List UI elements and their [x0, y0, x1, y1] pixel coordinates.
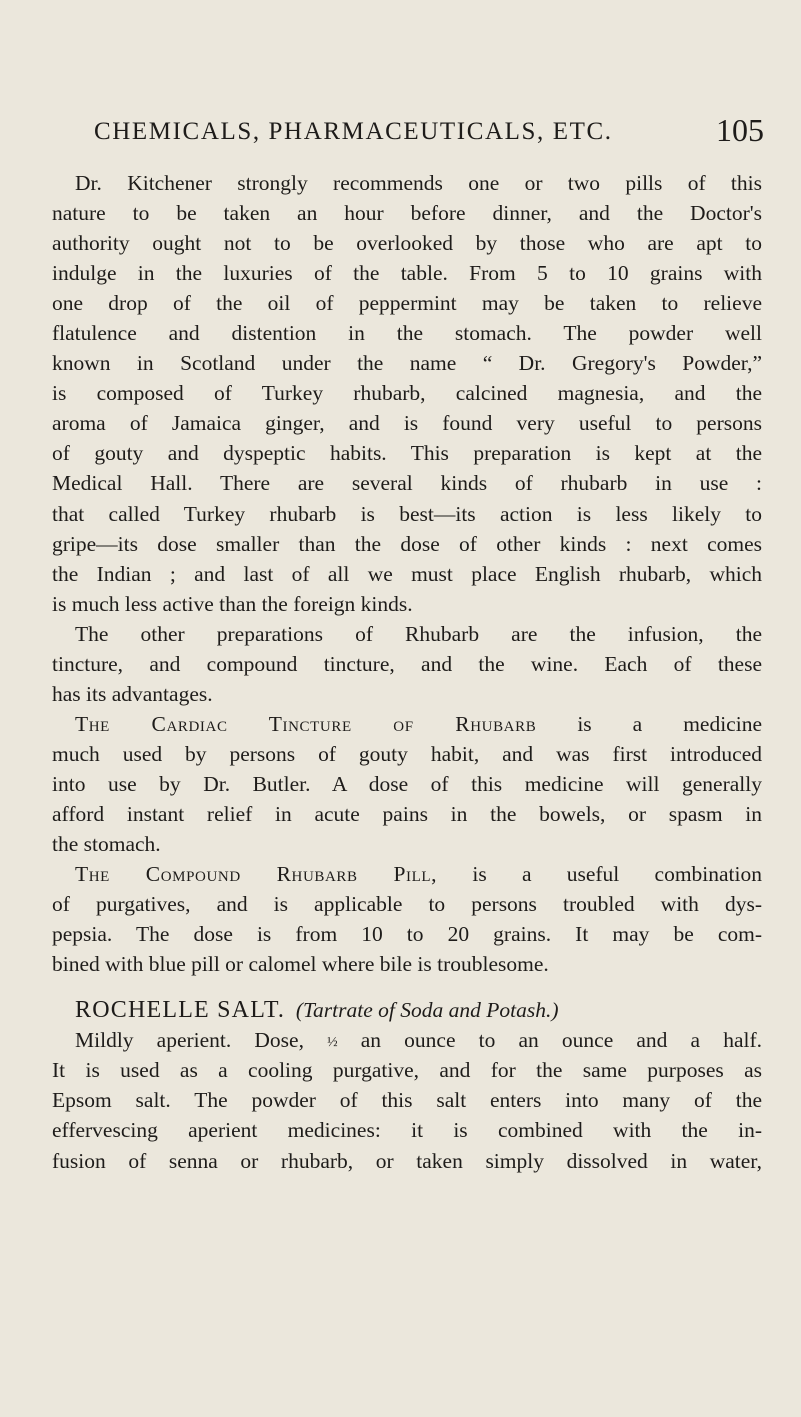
text-line: into use by Dr. Butler. A dose of this medicine will generally	[52, 771, 762, 796]
running-title: CHEMICALS, PHARMACEUTICALS, ETC.	[94, 118, 613, 145]
text-line: tincture, and compound tincture, and the wine. Each of these	[52, 651, 762, 676]
text-run: is a medicine	[536, 711, 762, 736]
text-line: Epsom salt. The powder of this salt enters into many of the	[52, 1088, 762, 1113]
text-line: The other preparations of Rhubarb are the infusion, the	[75, 621, 762, 646]
text-run: an ounce to an ounce and a half.	[360, 1028, 763, 1053]
text-run: is a useful combination	[437, 862, 763, 887]
text-line: of gouty and dyspeptic habits. This preparation is kept at the	[52, 441, 762, 466]
running-head	[94, 112, 764, 158]
text-line: is much less active than the foreign kinds.	[52, 591, 413, 616]
text-line: is composed of Turkey rhubarb, calcined magnesia, and the	[52, 381, 762, 406]
rochelle-salt-subtitle: (Tartrate of Soda and Potash.)	[295, 998, 559, 1023]
text-line: afford instant relief in acute pains in the bowels, or spasm in	[52, 801, 762, 826]
cardiac-tincture-heading: The Cardiac Tincture of Rhubarb	[75, 711, 537, 736]
text-run: Mildly aperient. Dose,	[75, 1028, 304, 1053]
dose-fraction: ½	[327, 1035, 338, 1051]
text-line: much used by persons of gouty habit, and was first introduced	[52, 741, 762, 766]
text-line: the Indian ; and last of all we must place English rhubarb, which	[52, 561, 762, 586]
text-line: fusion of senna or rhubarb, or taken simply dissolved in water,	[52, 1148, 762, 1173]
body-text	[52, 168, 762, 1176]
text-line: gripe—its dose smaller than the dose of other kinds : next comes	[52, 531, 762, 556]
text-line: one drop of the oil of peppermint may be taken to relieve	[52, 291, 762, 316]
compound-pill-heading: The Compound Rhubarb Pill,	[75, 862, 438, 887]
text-line: It is used as a cooling purgative, and for the same purposes as	[52, 1058, 762, 1083]
text-line: that called Turkey rhubarb is best—its action is less likely to	[52, 501, 762, 526]
text-line: nature to be taken an hour before dinner, and the Doctor's	[52, 201, 762, 226]
page-number: 105	[716, 112, 764, 148]
text-line: has its advantages.	[52, 681, 213, 706]
text-line: aroma of Jamaica ginger, and is found very useful to persons	[52, 411, 762, 436]
text-line: Dr. Kitchener strongly recommends one or two pills of this	[75, 171, 762, 195]
text-line: of purgatives, and is applicable to persons troubled with dys-	[52, 892, 762, 917]
text-line: known in Scotland under the name “ Dr. Gregory's Powder,”	[52, 351, 762, 376]
text-line: bined with blue pill or calomel where bile is troublesome.	[52, 952, 549, 977]
paragraph-first-line	[52, 859, 762, 889]
text-line: authority ought not to be overlooked by those who are apt to	[52, 231, 762, 256]
paragraph-first-line	[52, 709, 762, 739]
dose-line	[52, 1025, 762, 1055]
section-heading-line	[52, 995, 762, 1025]
text-line: pepsia. The dose is from 10 to 20 grains. It may be com-	[52, 922, 762, 947]
text-line: the stomach.	[52, 832, 161, 857]
text-line: indulge in the luxuries of the table. From 5 to 10 grains with	[52, 261, 762, 286]
text-line: effervescing aperient medicines: it is combined with the in-	[52, 1118, 762, 1143]
rochelle-salt-heading: ROCHELLE SALT.	[75, 997, 286, 1024]
text-line: flatulence and distention in the stomach. The powder well	[52, 321, 762, 346]
text-line: Medical Hall. There are several kinds of rhubarb in use :	[52, 471, 762, 496]
